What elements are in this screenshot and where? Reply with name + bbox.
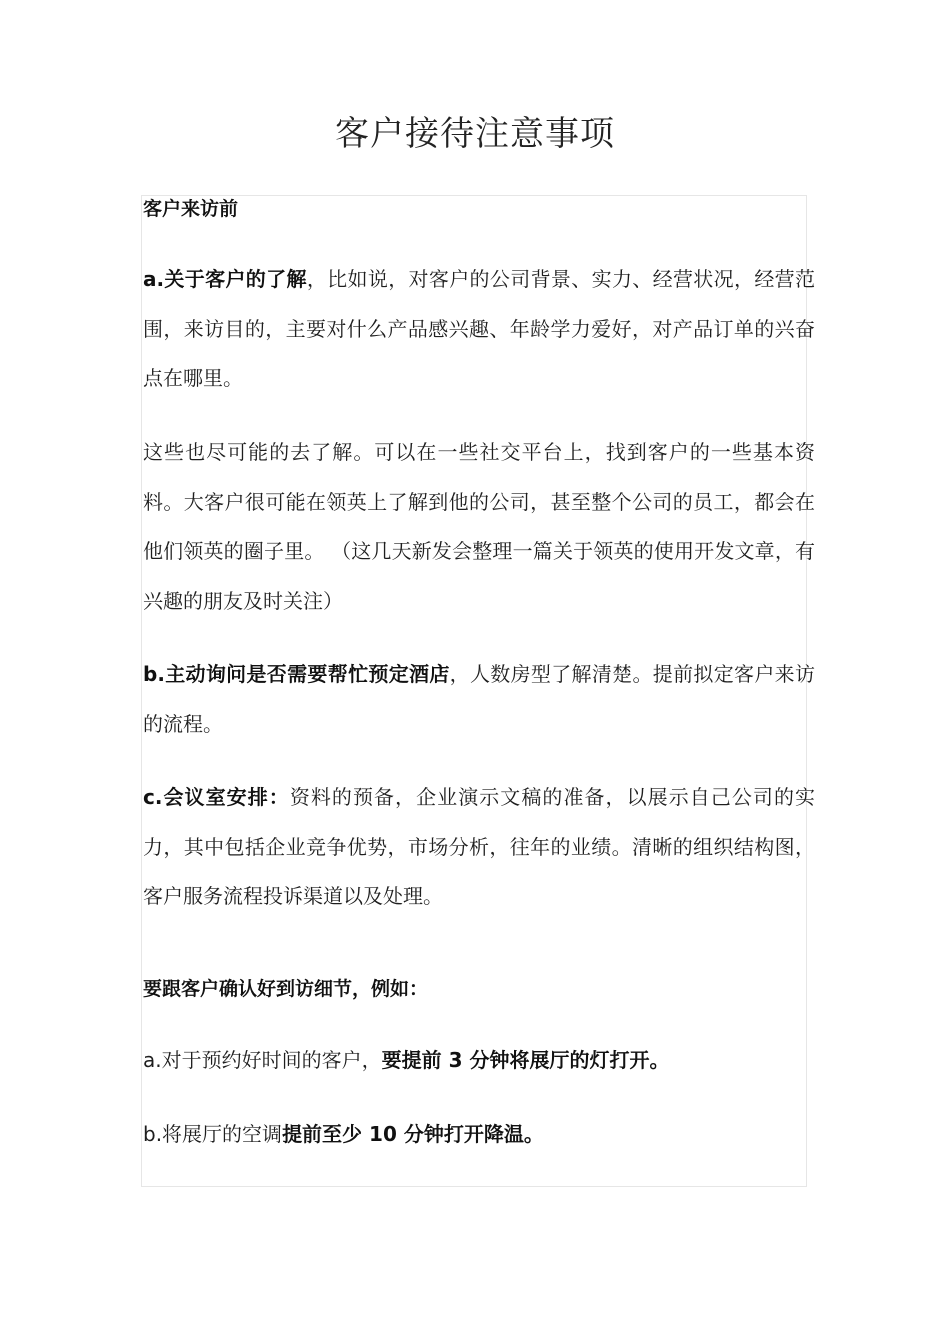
paragraph-research: 这些也尽可能的去了解。可以在一些社交平台上，找到客户的一些基本资料。大客户很可能在领英上了解到他的公司，甚至整个公司的员工，都会在他们领英的圈子里。 （这几天新发会整理一篇关于领英的使用开发文章，有兴趣的朋友及时关注） <box>143 440 815 613</box>
item-c-text: 资料的预备，企业演示文稿的准备，以展示自己公司的实力，其中包括企业竞争优势，市场分析，往年的业绩。清晰的组织结构图，客户服务流程投诉渠道以及处理。 <box>143 785 816 908</box>
item-c-title: c.会议室安排： <box>143 785 290 809</box>
detail-b-text: b.将展厅的空调 <box>143 1122 283 1146</box>
detail-a-text: a.对于预约好时间的客户， <box>143 1048 382 1072</box>
document-title: 客户接待注意事项 <box>335 113 615 154</box>
detail-b-bold: 提前至少 10 分钟打开降温。 <box>282 1122 544 1146</box>
paragraph-item-c <box>143 773 815 922</box>
item-b-text: ，人数房型了解清楚。提前拟定客户来访的流程。 <box>143 662 815 736</box>
detail-item-b <box>143 1119 544 1149</box>
item-a-title: a.关于客户的了解 <box>143 267 307 291</box>
item-a-text: ，比如说，对客户的公司背景、实力、经营状况，经营范围，来访目的，主要对什么产品感兴趣、年龄学力爱好，对产品订单的兴奋点在哪里。 <box>143 267 816 390</box>
detail-item-a <box>143 1045 669 1075</box>
item-b-title: b.主动询问是否需要帮忙预定酒店 <box>143 662 450 686</box>
section-heading-confirm-details: 要跟客户确认好到访细节，例如： <box>143 978 429 1000</box>
detail-a-bold: 要提前 3 分钟将展厅的灯打开。 <box>381 1048 670 1072</box>
paragraph-item-b <box>143 650 815 749</box>
paragraph-item-a <box>143 255 815 404</box>
section-heading-before-visit: 客户来访前 <box>143 198 239 220</box>
